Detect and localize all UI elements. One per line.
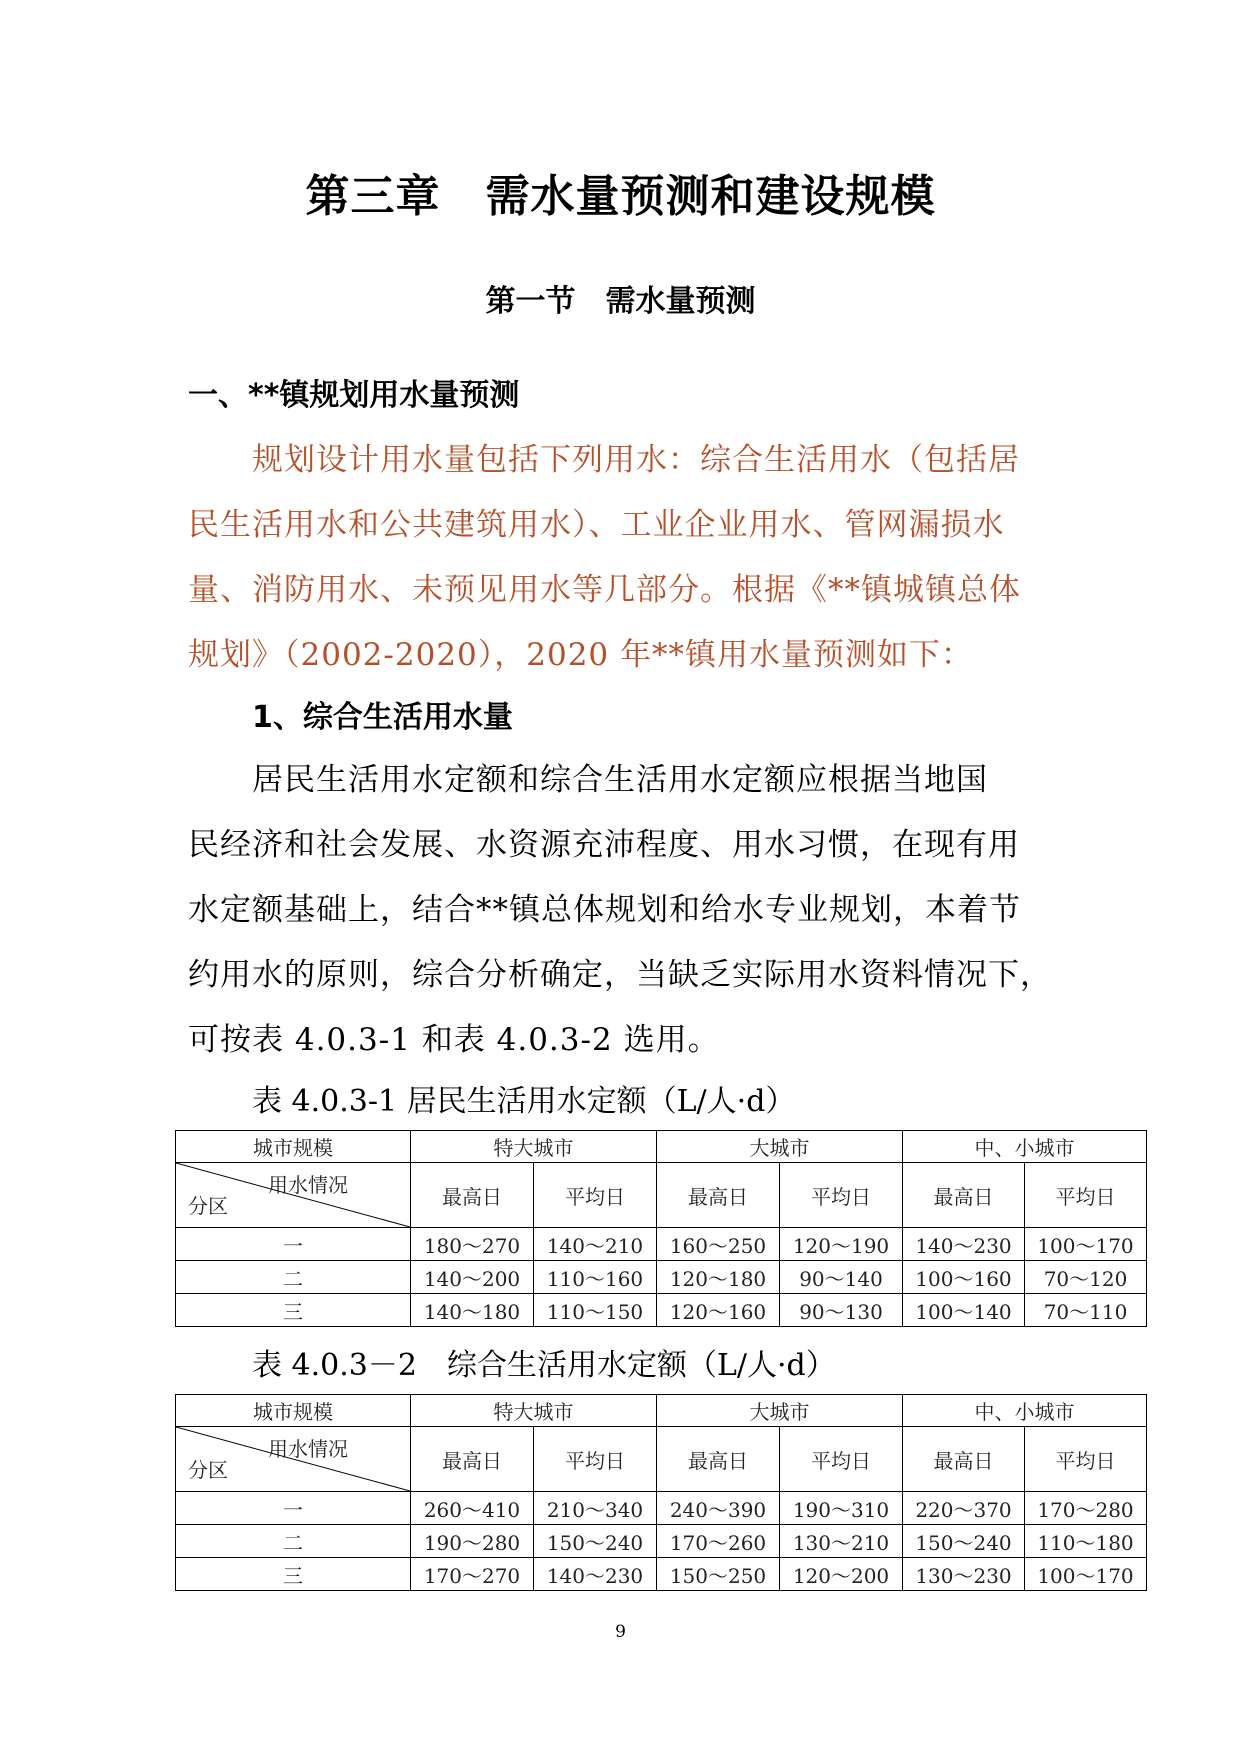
zone-label: 分区 — [188, 1458, 228, 1482]
value-cell: 210～340 — [534, 1492, 657, 1525]
sub-header: 平均日 — [534, 1427, 657, 1492]
value-cell: 110～180 — [1025, 1525, 1147, 1558]
value-cell: 100～170 — [1025, 1228, 1147, 1261]
paragraph-line: 民生活用水和公共建筑用水）、工业企业用水、管网漏损水 — [188, 507, 1005, 543]
group-header: 特大城市 — [411, 1395, 657, 1427]
value-cell: 70～110 — [1025, 1294, 1147, 1327]
group-header: 中、小城市 — [903, 1131, 1147, 1163]
value-cell: 140～200 — [411, 1261, 534, 1294]
sub-header: 平均日 — [1025, 1163, 1147, 1228]
zone-cell: 一 — [176, 1228, 411, 1261]
body-paragraph — [188, 748, 1058, 1073]
city-scale-header: 城市规模 — [176, 1395, 411, 1427]
value-cell: 120～160 — [657, 1294, 780, 1327]
paragraph-line: 约用水的原则，综合分析确定，当缺乏实际用水资料情况下， — [188, 957, 1052, 993]
value-cell: 160～250 — [657, 1228, 780, 1261]
zone-cell: 二 — [176, 1261, 411, 1294]
value-cell: 130～230 — [903, 1558, 1025, 1591]
table2-caption: 表 4.0.3－2 综合生活用水定额（L/人·d） — [252, 1348, 836, 1383]
value-cell: 170～260 — [657, 1525, 780, 1558]
value-cell: 260～410 — [411, 1492, 534, 1525]
residential-water-quota-table — [175, 1130, 1147, 1327]
value-cell: 150～240 — [534, 1525, 657, 1558]
value-cell: 100～170 — [1025, 1558, 1147, 1591]
sub-header: 最高日 — [657, 1163, 780, 1228]
table-row — [176, 1261, 1147, 1294]
value-cell: 170～280 — [1025, 1492, 1147, 1525]
page-number: 9 — [615, 1622, 626, 1642]
paragraph-line: 居民生活用水定额和综合生活用水定额应根据当地国 — [252, 762, 988, 798]
zone-cell: 三 — [176, 1294, 411, 1327]
group-header: 大城市 — [657, 1395, 903, 1427]
group-header: 特大城市 — [411, 1131, 657, 1163]
sub-header: 最高日 — [657, 1427, 780, 1492]
value-cell: 170～270 — [411, 1558, 534, 1591]
value-cell: 190～280 — [411, 1525, 534, 1558]
value-cell: 190～310 — [780, 1492, 903, 1525]
value-cell: 90～130 — [780, 1294, 903, 1327]
paragraph-line: 规划设计用水量包括下列用水：综合生活用水（包括居 — [252, 442, 1020, 478]
value-cell: 100～140 — [903, 1294, 1025, 1327]
sub-header: 最高日 — [903, 1427, 1025, 1492]
table-row — [176, 1492, 1147, 1525]
sub-header: 平均日 — [780, 1427, 903, 1492]
usage-label: 用水情况 — [268, 1173, 348, 1197]
value-cell: 140～210 — [534, 1228, 657, 1261]
intro-paragraph — [188, 428, 1058, 688]
table-row — [176, 1558, 1147, 1591]
zone-cell: 三 — [176, 1558, 411, 1591]
sub-header: 最高日 — [903, 1163, 1025, 1228]
paragraph-line: 规划》（2002-2020），2020 年**镇用水量预测如下： — [188, 637, 974, 673]
value-cell: 110～150 — [534, 1294, 657, 1327]
section-title: 第一节 需水量预测 — [485, 284, 756, 319]
group-header: 中、小城市 — [903, 1395, 1147, 1427]
sub-header: 最高日 — [411, 1427, 534, 1492]
value-cell: 90～140 — [780, 1261, 903, 1294]
value-cell: 150～240 — [903, 1525, 1025, 1558]
paragraph-line: 可按表 4.0.3-1 和表 4.0.3-2 选用。 — [188, 1022, 720, 1058]
value-cell: 120～190 — [780, 1228, 903, 1261]
value-cell: 180～270 — [411, 1228, 534, 1261]
city-scale-header: 城市规模 — [176, 1131, 411, 1163]
group-header: 大城市 — [657, 1131, 903, 1163]
value-cell: 120～200 — [780, 1558, 903, 1591]
paragraph-line: 民经济和社会发展、水资源充沛程度、用水习惯，在现有用 — [188, 827, 1020, 863]
diagonal-header-cell — [176, 1163, 411, 1228]
sub-header: 平均日 — [534, 1163, 657, 1228]
subsection-heading: 一、**镇规划用水量预测 — [188, 378, 520, 413]
value-cell: 140～230 — [903, 1228, 1025, 1261]
value-cell: 100～160 — [903, 1261, 1025, 1294]
usage-label: 用水情况 — [268, 1437, 348, 1461]
value-cell: 110～160 — [534, 1261, 657, 1294]
diagonal-header-cell — [176, 1427, 411, 1492]
sub-header: 平均日 — [780, 1163, 903, 1228]
value-cell: 140～230 — [534, 1558, 657, 1591]
chapter-title: 第三章 需水量预测和建设规模 — [305, 171, 936, 222]
paragraph-line: 量、消防用水、未预见用水等几部分。根据《**镇城镇总体 — [188, 572, 1021, 608]
value-cell: 240～390 — [657, 1492, 780, 1525]
table-row — [176, 1525, 1147, 1558]
value-cell: 150～250 — [657, 1558, 780, 1591]
zone-cell: 一 — [176, 1492, 411, 1525]
table-row — [176, 1228, 1147, 1261]
zone-label: 分区 — [188, 1194, 228, 1218]
paragraph-line: 水定额基础上，结合**镇总体规划和给水专业规划，本着节 — [188, 892, 1021, 928]
zone-cell: 二 — [176, 1525, 411, 1558]
table-row — [176, 1294, 1147, 1327]
comprehensive-water-quota-table — [175, 1394, 1147, 1591]
value-cell: 70～120 — [1025, 1261, 1147, 1294]
value-cell: 220～370 — [903, 1492, 1025, 1525]
value-cell: 140～180 — [411, 1294, 534, 1327]
item-heading: 1、综合生活用水量 — [252, 700, 513, 735]
value-cell: 120～180 — [657, 1261, 780, 1294]
table1-caption: 表 4.0.3-1 居民生活用水定额（L/人·d） — [252, 1084, 796, 1119]
value-cell: 130～210 — [780, 1525, 903, 1558]
sub-header: 最高日 — [411, 1163, 534, 1228]
sub-header: 平均日 — [1025, 1427, 1147, 1492]
